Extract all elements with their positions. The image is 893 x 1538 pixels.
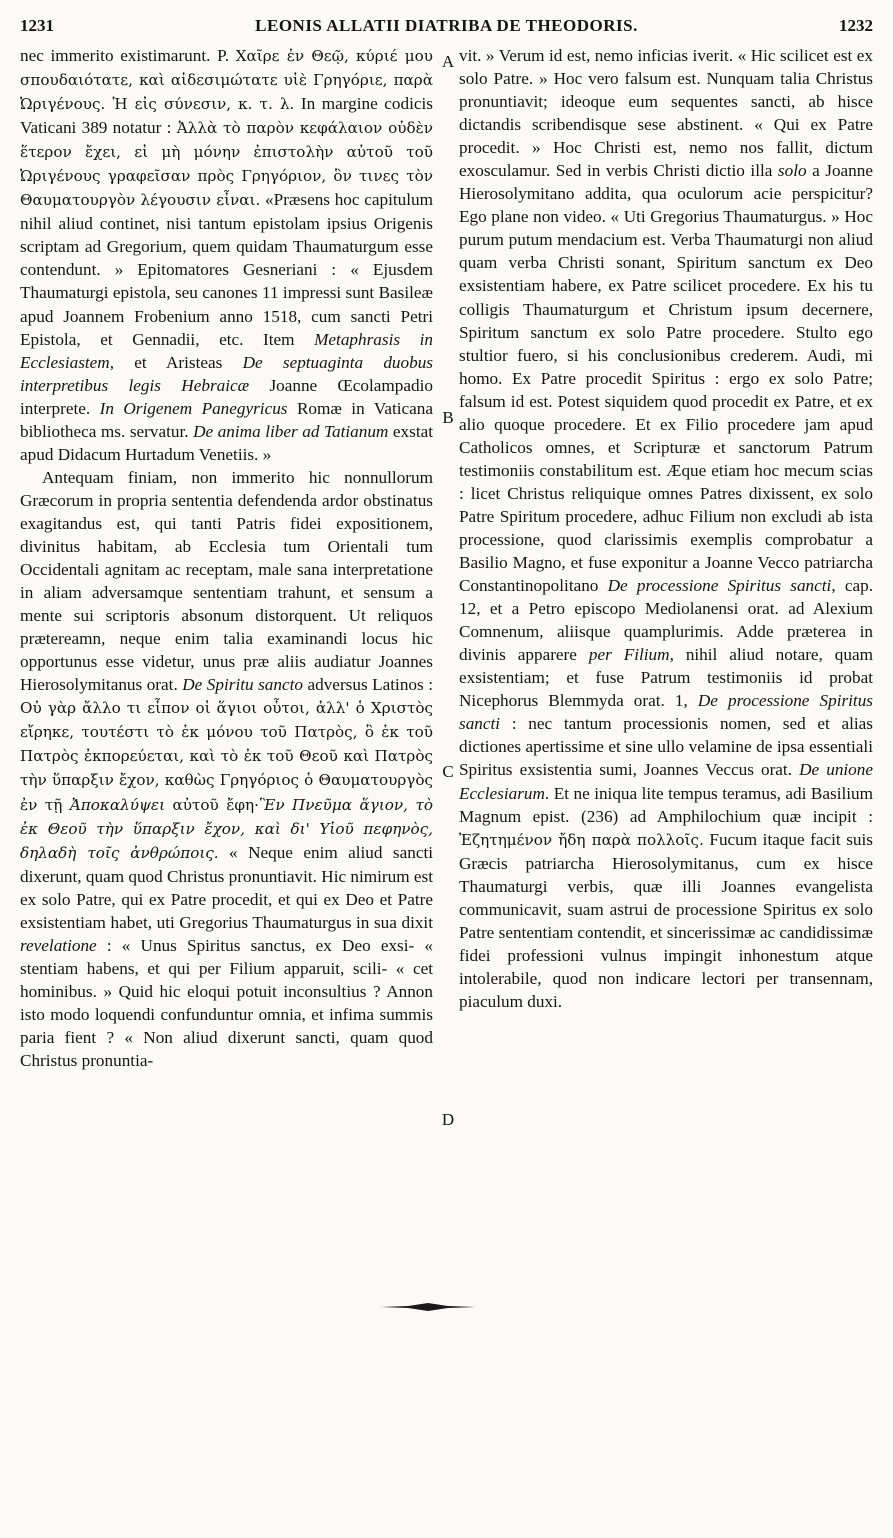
italic-title: revelatione	[20, 935, 97, 955]
text-run: nec immerito existimarunt. P.	[20, 46, 236, 65]
right-paragraph-1	[459, 44, 873, 1013]
left-paragraph-1	[20, 44, 433, 466]
italic-title: De processione Spiritus sancti	[459, 691, 873, 734]
left-paragraph-2	[20, 466, 433, 1072]
text-run: «Præsens hoc capitulum nihil aliud continet, nisi tantum epistolam ipsius Origenis scriptam ad Gregorium, quem quidam Thaumaturgum esse contendunt. » Epitomatores Gesneriani : « Ejusdem Thaumaturgi epistola, seu canones 11 impressi sunt Basileæ apud Joannem Frobenium anno 1518, cum sancti Petri Epistola, et Gennadii, etc. Item	[20, 190, 433, 349]
margin-letter-a: A	[441, 52, 455, 71]
page-header	[20, 14, 873, 40]
italic-title: De anima liber ad Tatianum	[193, 421, 389, 441]
text-run: a Joanne Hierosolymitano addita, qua oculorum acie perspicitur? Ego plane non video. « Uti Gregorius Thaumaturgus. » Hoc purum putum mendacium est. Verba Thaumaturgi non aliud quam verba Christi sonant, Spiritum sanctum ex Deo exsistentiam habere, ex Patre scilicet procedere. Ex his tu colligis Thaumaturgum et Christum ipsum decernere, Spiritum sanctum ex solo Patre procedere. Stulto ego stultior fuero, si his conclusionibus crederem. Audi, mi homo. Ex Patre procedit Spiritus : ergo ex solo Patre; falsum id est. Potest siquidem quod procedit ex Patre, et ex alio quoque procedere. Et ex Filio procedere jam apud Catholicos omnes, et Scripturæ et sanctorum Patrum testimoniis constabilitum est. Æque etiam hoc mecum scias : licet Christus reliquique omnes Patres dixissent, ex solo Patre Spiritum procedere, adhuc Filium non excludi ab ista processione, quod clarissimis exemplis comprobatur a Basilio Magno, et fuse exponitur a Joanne Vecco patriarcha Constantinopolitano	[459, 161, 873, 596]
greek-text: Χαῖρε ἐν Θεῷ, κύριέ μου σπουδαιότατε, καὶ αἰδεσιμώτατε υἱὲ Γρηγόριε, παρὰ Ὠριγένους. Ἡ εἰς σύνεσιν, κ. τ. λ.	[20, 47, 433, 114]
text-run: exstat apud Didacum Hurtadum Venetiis. »	[20, 421, 433, 464]
text-run: Joanne Œcolampadio interprete.	[20, 375, 433, 418]
left-column	[20, 44, 433, 1072]
greek-italic-text: Ἀποκαλύψει	[69, 795, 166, 814]
margin-letter-b: B	[442, 408, 454, 427]
margin-letter-d: D	[441, 1110, 455, 1129]
text-run: adversus Latinos :	[302, 675, 433, 695]
text-run: Romæ in Vaticana bibliotheca ms. servatur.	[20, 398, 433, 441]
greek-italic-text: Ἓν Πνεῦμα ἅγιον, τὸ ἐκ Θεοῦ τὴν ὕπαρξιν ἔχον, καὶ δι' Υἱοῦ πεφηνὸς, δηλαδὴ τοῖς ἀνθρώποις.	[20, 795, 434, 862]
page-number-right: 1232	[839, 16, 873, 35]
text-run: . Et ne iniqua lite tempus teramus, adi Basilium Magnum epist. (236) ad Amphilochium quæ incipit :	[459, 783, 873, 826]
italic-title: In Origenem Panegyricus	[99, 398, 288, 418]
italic-title: De processione Spiritus sancti	[607, 576, 832, 596]
greek-text: Οὐ γὰρ ἄλλο τι εἶπον οἱ ἅγιοι οὗτοι, ἀλλ' ὁ Χριστὸς εἴρηκε, τουτέστι τὸ ἐκ μόνου τοῦ Πατρὸς, ὃ ἐκ τοῦ Πατρὸς ἐκπορεύεται, καὶ τὸ ἐκ τοῦ Θεοῦ καὶ Πατρὸς τὴν ὕπαρξιν ἔχον, καθὼς Γρηγόριος ὁ Θαυματουργὸς ἐν τῇ	[20, 699, 433, 814]
end-ornament	[378, 1300, 478, 1314]
text-run: , cap. 12, et a Petro episcopo Mediolanensi orat. ad Alexium Comnenum, aliisque quamplurimis. Adde præterea in divinis apparere	[459, 576, 873, 665]
text-run: , et Aristeas	[109, 352, 243, 372]
text-run: : « Unus Spiritus sanctus, ex Deo exsi- « stentiam habens, et qui per Filium apparuit, scili- « cet hominibus. » Quid hic eloqui potuit inconsultius ? Annon isto modo loquendi confunduntur omnia, et infima summis paria fient ? « Non aliud dixerunt sancti, quam quod Christus pronuntia-	[20, 935, 433, 1071]
text-run: Fucum itaque facit suis Græcis patriarcha Hierosolymitanus, cum ex hisce Thaumaturgi verbis, quæ illi Joannes evangelista communicavit, suam astrui de processione Spiritus ex solo Patre sententiam contendit, et sincerissimæ ac candidissimæ fidei professioni vulnus impingit inhonestum atque intolerabile, quod non indicare lectori per transennam, piaculum duxi.	[459, 829, 873, 1011]
margin-letter-c: C	[442, 762, 454, 781]
text-run: « Neque enim aliud sancti dixerunt, quam quod Christus pronuntiavit. Hic nimirum est ex solo Patre, qui ex Patre procedit, et qui ex Deo et Patre exsistentiam habet, uti Gregorius Thaumaturgus in sua dixit	[20, 842, 434, 932]
italic-title: De unione Ecclesiarum	[459, 760, 874, 803]
text-run: vit. » Verum id est, nemo inficias iverit. « Hic scilicet est ex solo Patre. » Hoc vero falsum est. Nunquam talia Christus pronuntiavit; ideoque eum sequentes sancti, ab hisce dictandis scribendisque sese abstinent. « Qui ex Patre procedit. » Hoc Christi est, nemo nos fallit, dictum exosculamur. Sed in verbis Christi dictio illa	[459, 46, 873, 181]
right-column	[459, 44, 873, 1013]
greek-text: αὐτοῦ ἔφη·	[165, 795, 259, 814]
greek-text: Ἀλλὰ τὸ παρὸν κεφάλαιον οὐδὲν ἕτερον ἔχει, εἰ μὴ μόνην ἐπιστολὴν αὐτοῦ τοῦ Ὠριγένους γραφεῖσαν πρὸς Γρηγόριον, ὃν τινες τὸν Θαυματουργὸν λέγουσιν εἶναι.	[20, 119, 433, 210]
italic-word: solo	[777, 161, 807, 181]
page-number-left: 1231	[20, 16, 54, 35]
italic-title: De septuaginta duobus interpretibus legis Hebraicæ	[20, 352, 433, 395]
text-run: In margine codicis Vaticani 389 notatur :	[20, 94, 433, 138]
italic-word: per Filium	[588, 645, 670, 665]
text-run: , nihil aliud notare, quam exsistentiam; et fuse Patrum testimoniis id probat Nicephorus Blemmyda orat. 1,	[459, 645, 873, 711]
italic-title: Metaphrasis in Ecclesiastem	[20, 329, 434, 372]
text-run: : nec tantum processionis nomen, sed et alias dictiones apertissime et sine ullo velamine de ipsa essentiali Spiritus exsistentia sumi, Joannes Veccus orat.	[459, 714, 873, 780]
running-title: LEONIS ALLATII DIATRIBA DE THEODORIS.	[255, 16, 638, 35]
greek-text: Ἐζητημένον ἤδη παρὰ πολλοῖς.	[459, 830, 704, 849]
italic-title: De Spiritu sancto	[182, 675, 303, 695]
text-run: Antequam finiam, non immerito hic nonnullorum Græcorum in propria sententia defendenda ardor obstinatus exagitandus est, qui tanti Patris fidei expositionem, divinitus habitam, ab Ecclesia tum Orientali tum Occidentali agnitam ac receptam, male sana interpretatione in aliam adversamque sententiam trahunt, et sensum a mente sui scriptoris absonum distorquent. Ut reliquos prætereamn, neque enim talia examinandi locus hic opportunus esse videtur, unus præ aliis audiatur Joannes Hierosolymitanus orat.	[20, 467, 433, 695]
